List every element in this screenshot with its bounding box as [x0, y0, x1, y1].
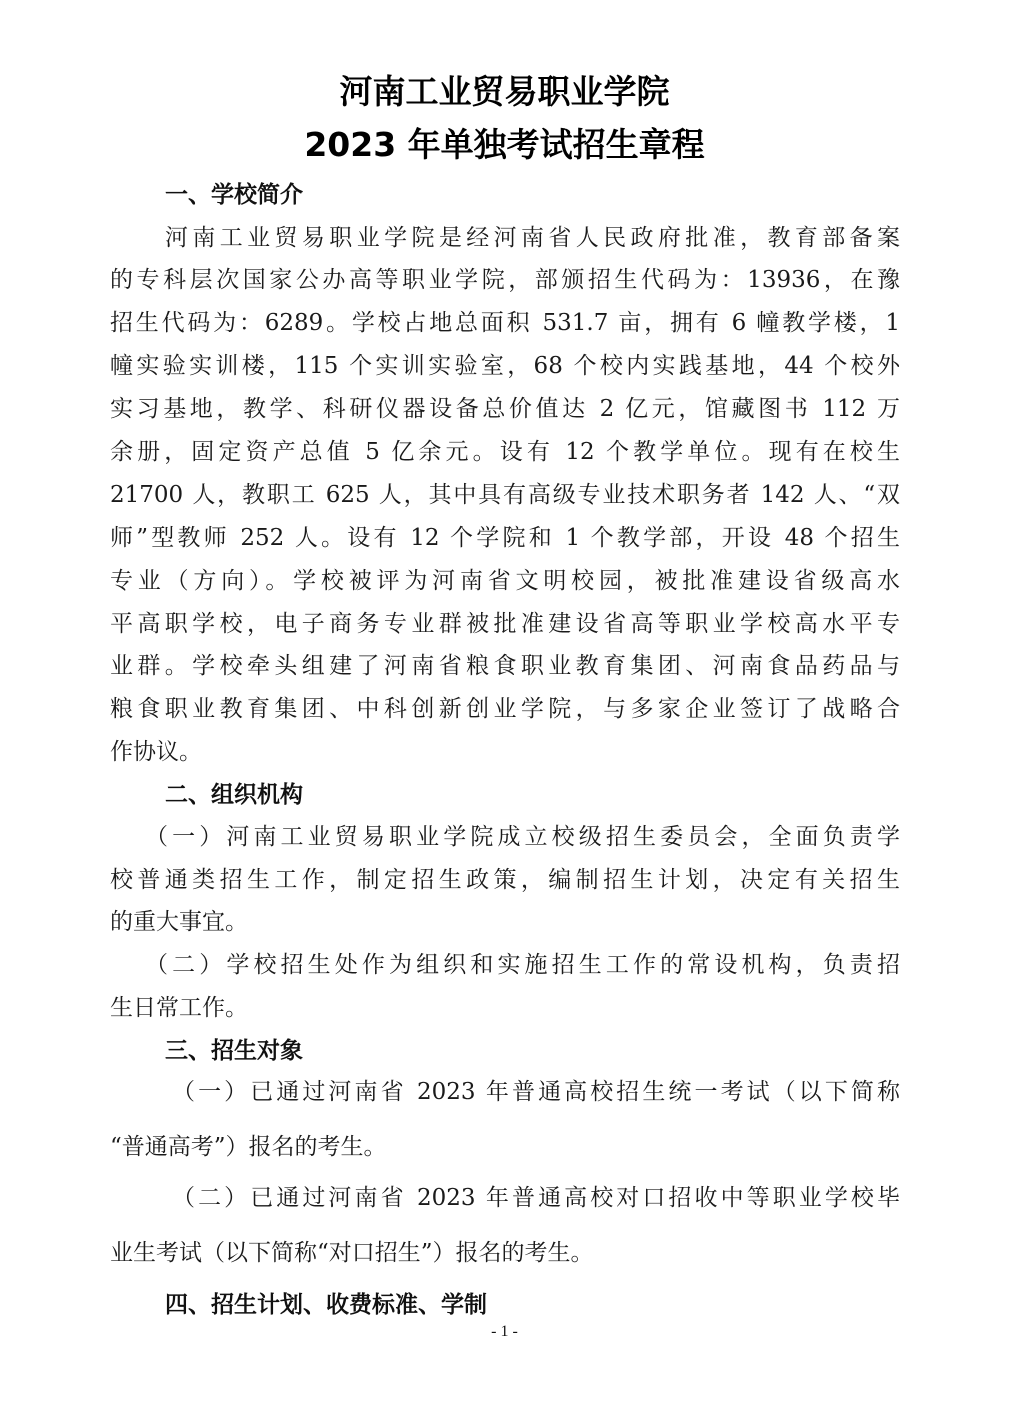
paragraph-line: 师”型教师 252 人。设有 12 个学院和 1 个教学部，开设 48 个招生 — [110, 525, 900, 551]
section-heading-organization: 二、组织机构 — [165, 782, 303, 808]
paragraph-line: 生日常工作。 — [110, 995, 248, 1021]
section-heading-enrollment-targets: 三、招生对象 — [165, 1038, 303, 1064]
paragraph-line: 河南工业贸易职业学院是经河南省人民政府批准，教育部备案 — [165, 225, 900, 251]
paragraph-line: （一）河南工业贸易职业学院成立校级招生委员会，全面负责学 — [145, 824, 900, 850]
paragraph-line: （一）已通过河南省 2023 年普通高校招生统一考试（以下简称 — [172, 1079, 900, 1105]
paragraph-line: （二）学校招生处作为组织和实施招生工作的常设机构，负责招 — [145, 952, 900, 978]
paragraph-line: 的重大事宜。 — [110, 909, 248, 935]
paragraph-line: 幢实验实训楼，115 个实训实验室，68 个校内实践基地，44 个校外 — [110, 353, 900, 379]
paragraph-line: 平高职学校，电子商务专业群被批准建设省高等职业学校高水平专 — [110, 611, 900, 637]
paragraph-line: 21700 人，教职工 625 人，其中具有高级专业技术职务者 142 人、“双 — [110, 482, 900, 508]
paragraph-line: “普通高考”）报名的考生。 — [110, 1134, 387, 1160]
paragraph-line: 业群。学校牵头组建了河南省粮食职业教育集团、河南食品药品与 — [110, 653, 900, 679]
paragraph-line: 实习基地，教学、科研仪器设备总价值达 2 亿元，馆藏图书 112 万 — [110, 396, 900, 422]
paragraph-line: 招生代码为：6289。学校占地总面积 531.7 亩，拥有 6 幢教学楼，1 — [110, 310, 900, 336]
paragraph-line: （二）已通过河南省 2023 年普通高校对口招收中等职业学校毕 — [172, 1185, 900, 1211]
section-heading-plan-fees-duration: 四、招生计划、收费标准、学制 — [165, 1292, 487, 1318]
paragraph-line: 的专科层次国家公办高等职业学院，部颁招生代码为：13936，在豫 — [110, 267, 900, 293]
paragraph-line: 校普通类招生工作，制定招生政策，编制招生计划，决定有关招生 — [110, 867, 900, 893]
section-heading-school-intro: 一、学校简介 — [165, 182, 303, 208]
paragraph-line: 作协议。 — [110, 739, 202, 765]
paragraph-line: 粮食职业教育集团、中科创新创业学院，与多家企业签订了战略合 — [110, 696, 900, 722]
page-number: - 1 - — [491, 1323, 518, 1340]
document-title-school: 河南工业贸易职业学院 — [339, 72, 670, 111]
paragraph-line: 专业（方向）。学校被评为河南省文明校园，被批准建设省级高水 — [110, 568, 900, 594]
paragraph-line: 余册，固定资产总值 5 亿余元。设有 12 个教学单位。现有在校生 — [110, 439, 900, 465]
document-title-charter: 2023 年单独考试招生章程 — [304, 125, 705, 164]
paragraph-line: 业生考试（以下简称“对口招生”）报名的考生。 — [110, 1240, 594, 1266]
